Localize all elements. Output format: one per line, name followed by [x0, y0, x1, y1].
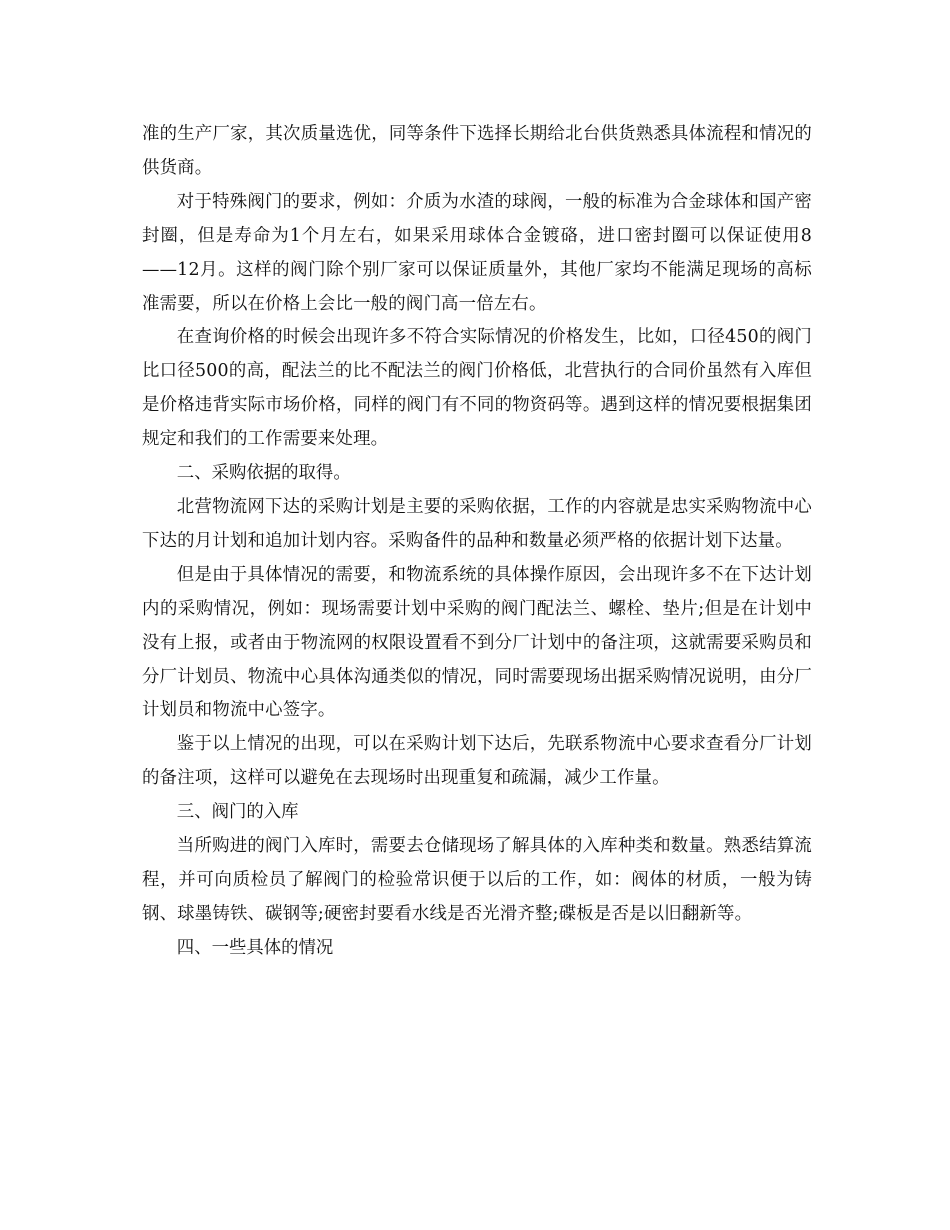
section-heading: 二、采购依据的取得。	[176, 463, 351, 484]
paragraph: 鉴于以上情况的出现，可以在采购计划下达后，先联系物流中心要求查看分厂计划的备注项，这样可以避免在去现场时出现重复和疏漏，减少工作量。	[142, 734, 812, 789]
paragraph: 在查询价格的时候会出现许多不符合实际情况的价格发生，比如，口径450的阀门比口径500的高，配法兰的比不配法兰的阀门价格低，北营执行的合同价虽然有入库但是价格违背实际市场价格，同样的阀门有不同的物资码等。遇到这样的情况要根据集团规定和我们的工作需要来处理。	[142, 327, 812, 450]
paragraph: 准的生产厂家，其次质量选优，同等条件下选择长期给北台供货熟悉具体流程和情况的供货商。	[142, 124, 812, 178]
paragraph: 当所购进的阀门入库时，需要去仓储现场了解具体的入库种类和数量。熟悉结算流程，并可向质检员了解阀门的检验常识便于以后的工作，如：阀体的材质，一般为铸钢、球墨铸铁、碳钢等;硬密封要看水线是否光滑齐整;碟板是否是以旧翻新等。	[142, 836, 812, 924]
document-body	[142, 118, 812, 966]
paragraph: 北营物流网下达的采购计划是主要的采购依据，工作的内容就是忠实采购物流中心下达的月计划和追加计划内容。采购备件的品种和数量必须严格的依据计划下达量。	[142, 496, 812, 551]
paragraph: 但是由于具体情况的需要，和物流系统的具体操作原因，会出现许多不在下达计划内的采购情况，例如：现场需要计划中采购的阀门配法兰、螺栓、垫片;但是在计划中没有上报，或者由于物流网的权限设置看不到分厂计划中的备注项，这就需要采购员和分厂计划员、物流中心具体沟通类似的情况，同时需要现场出据采购情况说明，由分厂计划员和物流中心签字。	[142, 564, 812, 721]
paragraph: 对于特殊阀门的要求，例如：介质为水渣的球阀，一般的标准为合金球体和国产密封圈，但是寿命为1个月左右，如果采用球体合金镀硌，进口密封圈可以保证使用8——12月。这样的阀门除个别厂家可以保证质量外，其他厂家均不能满足现场的高标准需要，所以在价格上会比一般的阀门高一倍左右。	[142, 191, 812, 314]
section-heading: 四、一些具体的情况	[176, 937, 334, 958]
section-heading: 三、阀门的入库	[176, 802, 299, 823]
